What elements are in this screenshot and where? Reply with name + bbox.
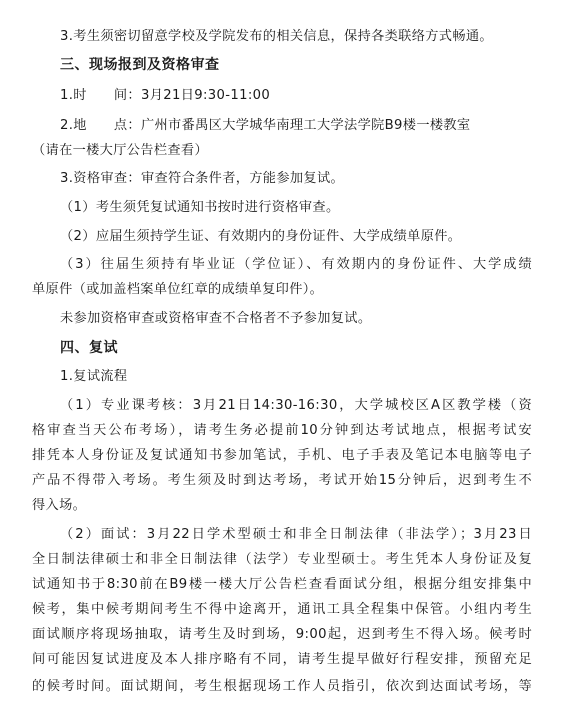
place-line: 2.地 点：广州市番禺区大学城华南理工大学法学院B9楼一楼教室 xyxy=(60,118,471,133)
process-title: 1.复试流程 xyxy=(60,369,128,384)
section-3-heading: 三、现场报到及资格审查 xyxy=(60,57,220,73)
review-item-1: （1）考生须凭复试通知书按时进行资格审查。 xyxy=(60,200,340,215)
written-exam-line: 排凭本人身份证及复试通知书参加笔试，手机、电子手表及笔记本电脑等电子 xyxy=(32,448,532,463)
interview-line: 全日制法律硕士和非全日制法律（法学）专业型硕士。考生凭本人身份证及复 xyxy=(32,552,532,567)
section-4-heading: 四、复试 xyxy=(60,340,118,356)
place-note: （请在一楼大厅公告栏查看） xyxy=(32,143,208,158)
written-exam-line: 得入场。 xyxy=(32,498,87,513)
contact-notice-paragraph: 3.考生须密切留意学校及学院发布的相关信息，保持各类联络方式畅通。 xyxy=(60,29,493,44)
review-item-3-line-1: （3）往届生须持有毕业证（学位证）、有效期内的身份证件、大学成绩 xyxy=(60,257,532,272)
interview-line: （2）面试：3月22日学术型硕士和非全日制法律（非法学）；3月23日 xyxy=(60,527,532,542)
review-intro: 3.资格审查：审查符合条件者，方能参加复试。 xyxy=(60,171,345,186)
interview-line: 间可能因复试进度及本人排序略有不同，请考生提早做好行程安排，预留充足 xyxy=(32,652,532,667)
time-line: 1.时 间：3月21日9:30-11:00 xyxy=(60,88,271,103)
interview-line: 的候考时间。面试期间，考生根据现场工作人员指引，依次到达面试考场，等 xyxy=(32,679,532,694)
written-exam-line: 产品不得带入考场。考生须及时到达考场，考试开始15分钟后，迟到考生不 xyxy=(32,473,532,488)
review-note: 未参加资格审查或资格审查不合格者不予参加复试。 xyxy=(60,311,372,326)
interview-line: 试通知书于8:30前在B9楼一楼大厅公告栏查看面试分组，根据分组安排集中 xyxy=(32,577,532,592)
interview-line: 面试顺序将现场抽取，请考生及时到场，9:00起，迟到考生不得入场。候考时 xyxy=(32,627,532,642)
interview-line: 候考，集中候考期间考生不得中途离开，通讯工具全程集中保管。小组内考生 xyxy=(32,602,532,617)
review-item-2: （2）应届生须持学生证、有效期内的身份证件、大学成绩单原件。 xyxy=(60,229,462,244)
written-exam-line: 格审查当天公布考场），请考生务必提前10分钟到达考试地点，根据考试安 xyxy=(32,423,532,438)
written-exam-line: （1）专业课考核：3月21日14:30-16:30，大学城校区A区教学楼（资 xyxy=(60,398,532,413)
review-item-3-line-2: 单原件（或加盖档案单位红章的成绩单复印件）。 xyxy=(32,282,324,297)
